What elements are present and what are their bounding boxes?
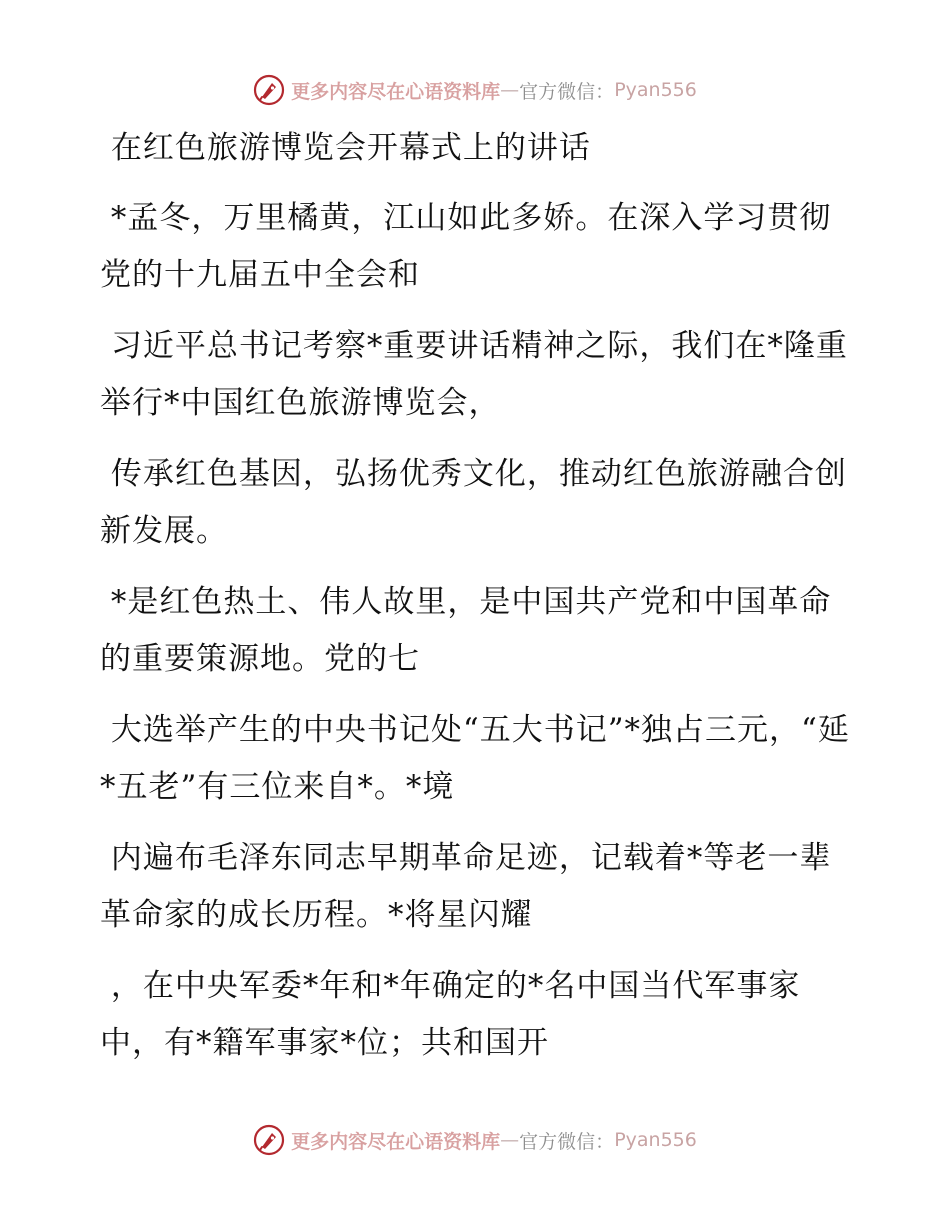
pen-nib-icon xyxy=(253,1124,285,1156)
watermark-main-text: 更多内容尽在心语资料库 xyxy=(291,1130,501,1153)
watermark-main-text: 更多内容尽在心语资料库 xyxy=(291,80,501,103)
watermark-separator: — xyxy=(500,79,520,101)
paragraph: 传承红色基因，弘扬优秀文化，推动红色旅游融合创新发展。 xyxy=(100,456,847,549)
paragraph: *是红色热土、伟人故里，是中国共产党和中国革命的重要策源地。党的七 xyxy=(100,584,832,677)
pen-nib-icon xyxy=(253,74,285,106)
watermark-label: 官方微信： xyxy=(519,80,615,103)
watermark-banner-top xyxy=(0,70,950,110)
paragraph: 习近平总书记考察*重要讲话精神之际，我们在*隆重举行*中国红色旅游博览会， xyxy=(100,328,848,421)
document-body xyxy=(100,120,850,1086)
document-title: 在红色旅游博览会开幕式上的讲话 xyxy=(100,130,591,166)
watermark-handle: Pyan556 xyxy=(614,79,697,101)
paragraph: 内遍布毛泽东同志早期革命足迹，记载着*等老一辈革命家的成长历程。*将星闪耀 xyxy=(100,840,832,933)
watermark-separator: — xyxy=(500,1129,520,1151)
paragraph: ，在中央军委*年和*年确定的*名中国当代军事家中，有*籍军事家*位；共和国开 xyxy=(100,968,801,1061)
paragraph: 大选举产生的中央书记处“五大书记”*独占三元，“延*五老”有三位来自*。*境 xyxy=(100,712,850,805)
watermark-label: 官方微信： xyxy=(519,1130,615,1153)
watermark-banner-bottom xyxy=(0,1120,950,1160)
paragraph: *孟冬，万里橘黄，江山如此多娇。在深入学习贯彻党的十九届五中全会和 xyxy=(100,200,832,293)
watermark-handle: Pyan556 xyxy=(614,1129,697,1151)
